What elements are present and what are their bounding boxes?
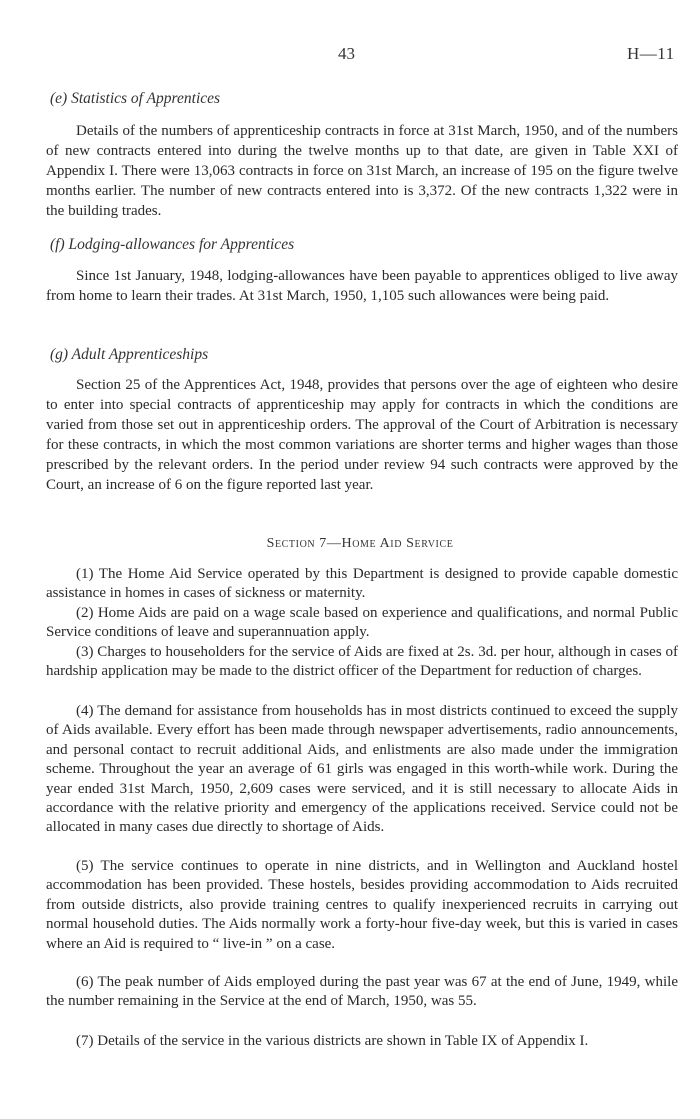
heading-adult-apprenticeships: (g) Adult Apprenticeships	[50, 346, 209, 363]
document-code: H—11	[627, 44, 675, 63]
heading-statistics-of-apprentices: (e) Statistics of Apprentices	[50, 90, 221, 107]
home-aid-paragraph-7: (7) Details of the service in the various districts are shown in Table IX of Appendix I.	[76, 1033, 589, 1049]
home-aid-paragraph-6: (6) The peak number of Aids employed during the past year was 67 at the end of June, 1949, while the number remaining in the Service at the end of March, 1950, was 55.	[46, 974, 678, 1010]
page-header	[0, 44, 700, 68]
paragraph-adult-apprenticeships: Section 25 of the Apprentices Act, 1948, provides that persons over the age of eighteen who desire to enter into special contracts of apprenticeship may apply for contracts in which the conditions are varied from those set out in apprenticeship orders. The approval of the Court of Arbitration is necessary for these contracts, in which the most common variations are shorter terms and higher wages than those prescribed by the relevant orders. In the period under review 94 such contracts were approved by the Court, an increase of 6 on the figure reported last year.	[46, 377, 678, 493]
home-aid-paragraph-1: (1) The Home Aid Service operated by this Department is designed to provide capable domestic assistance in homes in cases of sickness or maternity.	[46, 566, 678, 602]
home-aid-paragraph-3: (3) Charges to householders for the service of Aids are fixed at 2s. 3d. per hour, although in cases of hardship application may be made to the district officer of the Department for reduction of charges.	[46, 644, 678, 680]
home-aid-paragraph-2: (2) Home Aids are paid on a wage scale based on experience and qualifications, and normal Public Service conditions of leave and superannuation apply.	[46, 605, 678, 641]
home-aid-paragraph-5: (5) The service continues to operate in nine districts, and in Wellington and Auckland hostel accommodation has been provided. These hostels, besides providing accommodation to Aids recruited from outside districts, also provide training centres to qualify inexperienced recruits in carrying out normal household duties. The Aids normally work a forty-hour five-day week, but this is varied in cases where an Aid is required to “ live-in ” on a case.	[46, 858, 678, 952]
section-7-title: Section 7—Home Aid Service	[266, 536, 454, 551]
paragraph-statistics-of-apprentices: Details of the numbers of apprenticeship contracts in force at 31st March, 1950, and of the numbers of new contracts entered into during the twelve months up to that date, are given in Table XXI of Appendix I. There were 13,063 contracts in force on 31st March, an increase of 195 on the figure twelve months earlier. The number of new contracts entered into is 3,372. Of the new contracts 1,322 were in the building trades.	[46, 123, 678, 219]
page-number: 43	[338, 44, 355, 63]
home-aid-paragraph-4: (4) The demand for assistance from households has in most districts continued to exceed the supply of Aids available. Every effort has been made through newspaper advertisements, radio announcements, and personal contact to recruit additional Aids, and enlistments are also made under the immigration scheme. Throughout the year an average of 61 girls was engaged in this worth-while work. During the year ended 31st March, 1950, 2,609 cases were serviced, and it is still necessary to allocate Aids in accordance with the relative priority and emergency of the applications received. Service could not be allocated in many cases due directly to shortage of Aids.	[46, 703, 678, 836]
heading-lodging-allowances: (f) Lodging-allowances for Apprentices	[50, 236, 295, 253]
paragraph-lodging-allowances: Since 1st January, 1948, lodging-allowances have been payable to apprentices obliged to live away from home to learn their trades. At 31st March, 1950, 1,105 such allowances were being paid.	[46, 268, 678, 304]
